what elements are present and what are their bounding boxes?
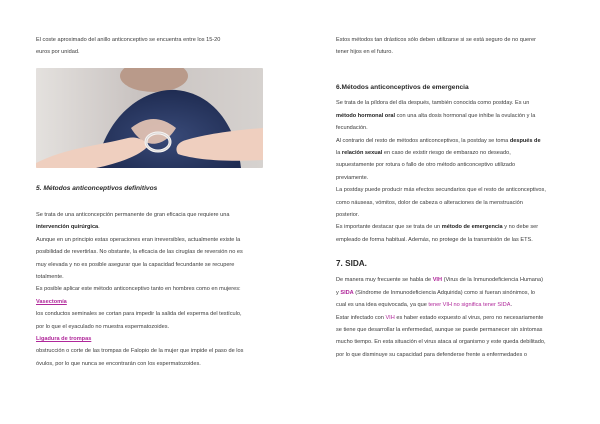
section-7-heading: 7. SIDA. [336, 259, 367, 268]
paragraph: De manera muy frecuente se habla de VIH (Virus de la Inmunodeficiencia Humana) y SIDA (Síndrome de Inmunodeficiencia Adquirida) como si fueran sinónimos, lo cual es una idea equivocada, ya que tener VIH no significa tener SIDA. Estar infectado con VIH es haber estado expuesto al virus, pero no necesariamente se tiene que desarrollar la enfermedad, aunque se puede permanecer sin síntomas mucho tiempo. En esta situación el virus ataca al organismo y este queda debilitado, por lo que disminuye su capacidad para defenderse frente a enfermedades o [336, 277, 546, 358]
right-column-intro [336, 34, 565, 59]
paragraph: Se trata de la píldora del día después, también conocida como postday. Es un método hormonal oral con una alta dosis hormonal que inhibe la ovulación y la fecundación. Al contrario del resto de métodos anticonceptivos, la postday se toma después de la relación sexual en caso de existir riesgo de embarazo no deseado, supuestamente por rotura o fallo de otro método anticonceptivo utilizado previamente. La postday puede producir más efectos secundarios que el resto de anticonceptivos, como náuseas, vómitos, dolor de cabeza o alteraciones de la menstruación posterior. Es importante destacar que se trata de un método de emergencia y no debe ser empleado de forma habitual. Además, no protege de la transmisión de las ETS. [336, 100, 546, 243]
section-7 [336, 258, 565, 361]
section-6 [336, 82, 565, 246]
contraceptive-ring-photo [36, 68, 263, 168]
section-6-heading: 6.Métodos anticonceptivos de emergencia [336, 84, 469, 91]
text-line: euros por unidad. [36, 49, 80, 56]
section-5-heading: 5. Métodos anticonceptivos definitivos [36, 185, 158, 192]
photo-illustration [36, 68, 263, 168]
text-line: El coste aproximado del anillo anticonceptivo se encuentra entre los 15-20 [36, 37, 221, 43]
section-5-body [36, 209, 262, 370]
left-column-lower [36, 183, 262, 195]
paragraph: Se trata de una anticoncepción permanente de gran eficacia que requiere una intervención quirúrgica. Aunque en un principio estas operaciones eran irreversibles, actualmente existe la posibilidad de revertirlas. No obstante, la eficacia de las cirugías de reversión no es muy elevada y no es posible asegurar que la capacidad fecundante se recupere totalmente. Es posible aplicar este método anticonceptivo tanto en hombres como en mujeres: Vasectomía los conductos seminales se cortan para impedir la salida del esperma del testículo, por lo que el eyaculado no muestra espermatozoides. Ligadura de trompas obstrucción o corte de las trompas de Falopio de la mujer que impide el paso de los óvulos, por lo que nunca se encontrarán con los espermatozoides. [36, 212, 244, 367]
vasectomia-link[interactable]: Vasectomía [36, 298, 67, 305]
ligadura-link[interactable]: Ligadura de trompas [36, 336, 92, 343]
left-column [36, 34, 262, 59]
cost-paragraph [36, 34, 262, 59]
paragraph: Estos métodos tan drásticos sólo deben utilizarse si se está seguro de no querer tener hijos en el futuro. [336, 37, 536, 56]
